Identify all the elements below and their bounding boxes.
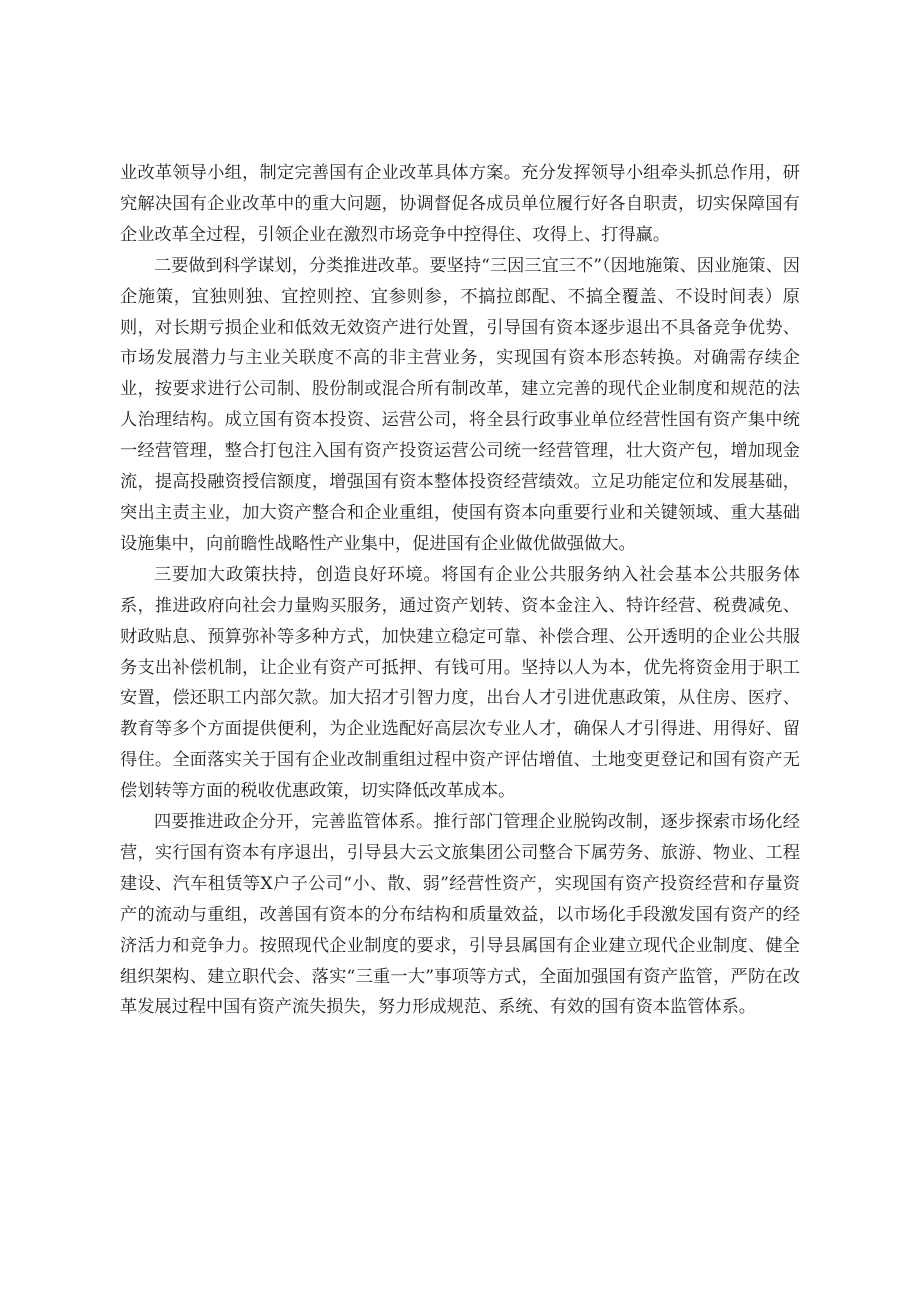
document-body (120, 158, 800, 1023)
paragraph-supervision-system: 四要推进政企分开，完善监管体系。推行部门管理企业脱钩改制，逐步探索市场化经营，实行国有资本有序退出，引导县大云文旅集团公司整合下属劳务、旅游、物业、工程建设、汽车租赁等X户子公司“小、散、弱”经营性资产，实现国有资产投资经营和存量资产的流动与重组，改善国有资本的分布结构和质量效益，以市场化手段激发国有资产的经济活力和竞争力。按照现代企业制度的要求，引导县属国有企业建立现代企业制度、健全组织架构、建立职代会、落实“三重一大”事项等方式，全面加强国有资产监管，严防在改革发展过程中国有资产流失损失，努力形成规范、系统、有效的国有资本监管体系。 (120, 812, 800, 1018)
paragraph-continuation: 业改革领导小组，制定完善国有企业改革具体方案。充分发挥领导小组牵头抓总作用，研究解决国有企业改革中的重大问题，协调督促各成员单位履行好各自职责，切实保障国有企业改革全过程，引领企业在激烈市场竞争中控得住、攻得上、打得赢。 (120, 163, 800, 245)
paragraph-policy-support: 三要加大政策扶持，创造良好环境。将国有企业公共服务纳入社会基本公共服务体系，推进政府向社会力量购买服务，通过资产划转、资本金注入、特许经营、税费减免、财政贴息、预算弥补等多种方式，加快建立稳定可靠、补偿合理、公开透明的企业公共服务支出补偿机制，让企业有资产可抵押、有钱可用。坚持以人为本，优先将资金用于职工安置，偿还职工内部欠款。加大招才引智力度，出台人才引进优惠政策，从住房、医疗、教育等多个方面提供便利，为企业选配好高层次专业人才，确保人才引得进、用得好、留得住。全面落实关于国有企业改制重组过程中资产评估增值、土地变更登记和国有资产无偿划转等方面的税收优惠政策，切实降低改革成本。 (120, 564, 800, 802)
paragraph-scientific-planning: 二要做到科学谋划，分类推进改革。要坚持“三因三宜三不”（因地施策、因业施策、因企施策，宜独则独、宜控则控、宜参则参，不搞拉郎配、不搞全覆盖、不设时间表）原则，对长期亏损企业和低效无效资产进行处置，引导国有资本逐步退出不具备竞争优势、市场发展潜力与主业关联度不高的非主营业务，实现国有资本形态转换。对确需存续企业，按要求进行公司制、股份制或混合所有制改革，建立完善的现代企业制度和规范的法人治理结构。成立国有资本投资、运营公司，将全县行政事业单位经营性国有资产集中统一经营管理，整合打包注入国有资产投资运营公司统一经营管理，壮大资产包，增加现金流，提高投融资授信额度，增强国有资本整体投资经营绩效。立足功能定位和发展基础，突出主责主业，加大资产整合和企业重组，使国有资本向重要行业和关键领域、重大基础设施集中，向前瞻性战略性产业集中，促进国有企业做优做强做大。 (120, 255, 800, 554)
